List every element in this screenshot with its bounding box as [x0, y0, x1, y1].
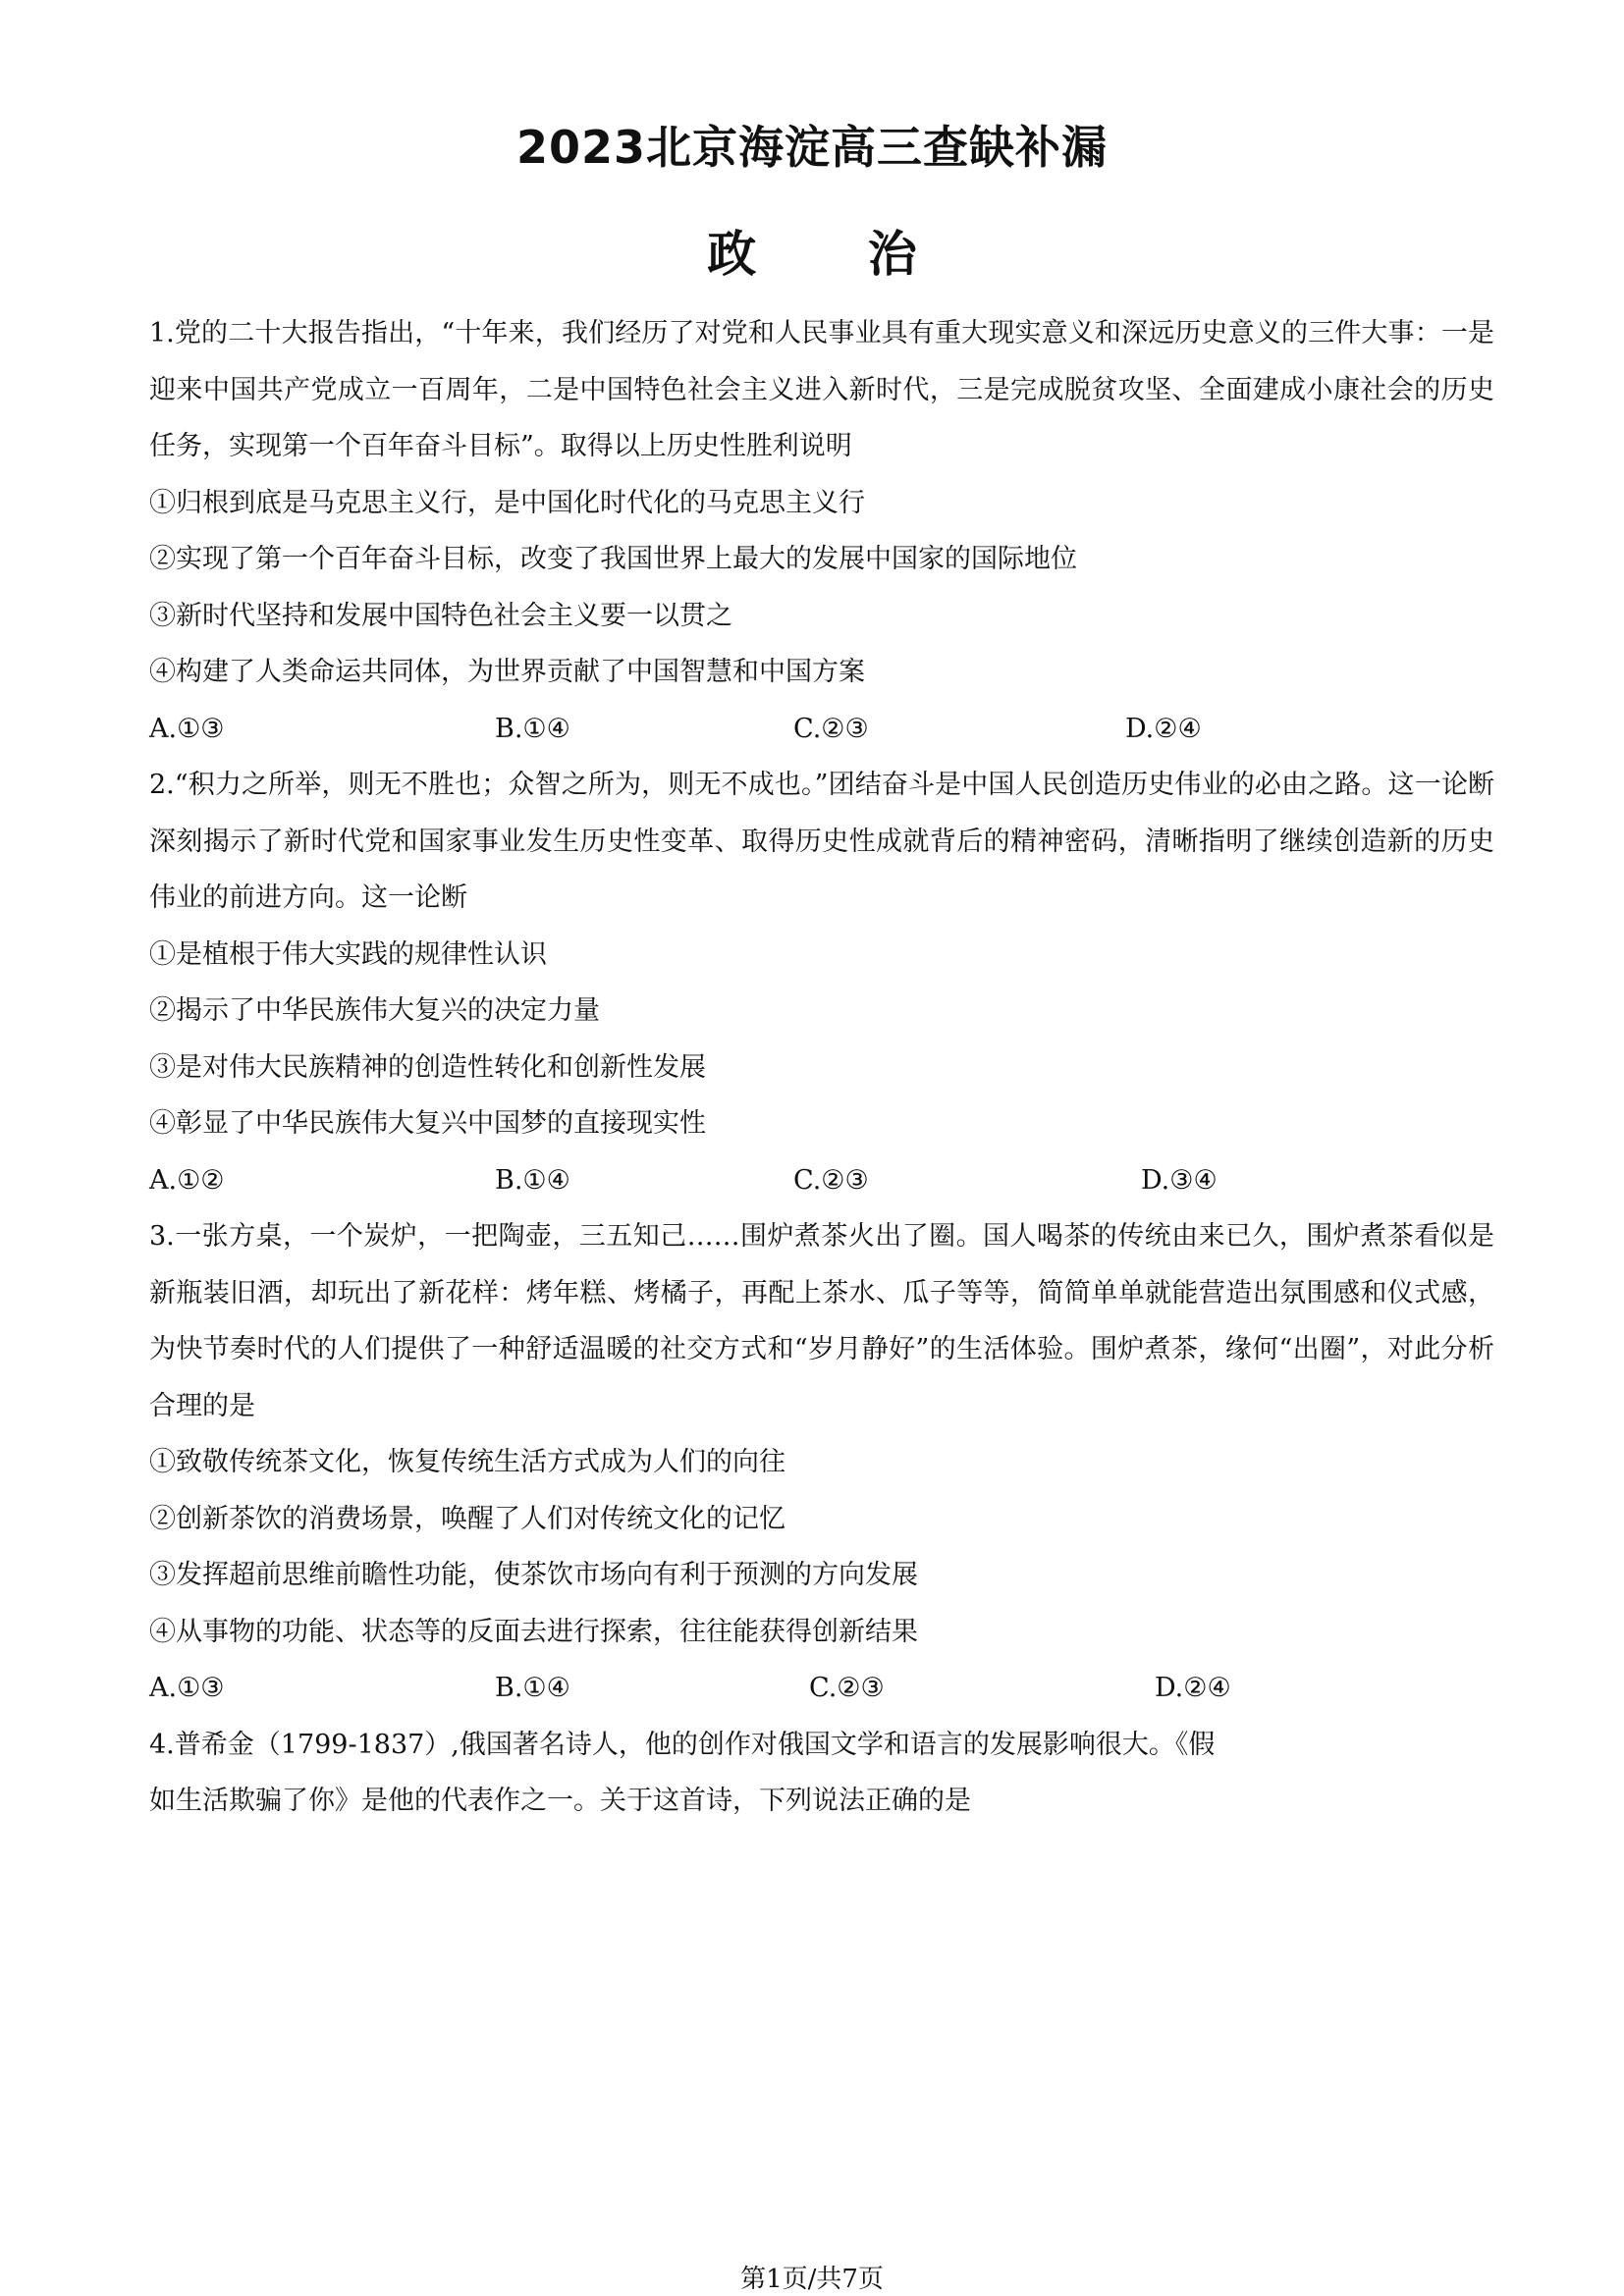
statement-option: ④彰显了中华民族伟大复兴中国梦的直接现实性	[149, 1108, 706, 1139]
statement-option: ②创新茶饮的消费场景，唤醒了人们对传统文化的记忆	[149, 1503, 785, 1534]
statement-option: ④构建了人类命运共同体，为世界贡献了中国智慧和中国方案	[149, 657, 865, 687]
statement-option: ②实现了第一个百年奋斗目标，改变了我国世界上最大的发展中国家的国际地位	[149, 544, 1077, 574]
choice-c: C.②③	[809, 1673, 885, 1703]
statement-option: ④从事物的功能、状态等的反面去进行探索，往往能获得创新结果	[149, 1616, 918, 1647]
question-4	[149, 1717, 1494, 1830]
answer-choices: A.①③ B.①④ C.②③ D.②④	[149, 701, 1494, 758]
choice-b: B.①④	[495, 1164, 570, 1196]
statement-option: ③是对伟大民族精神的创造性转化和创新性发展	[149, 1051, 706, 1083]
statement-option: ③新时代坚持和发展中国特色社会主义要一以贯之	[149, 600, 732, 631]
question-stem: 1.党的二十大报告指出，“十年来，我们经历了对党和人民事业具有重大现实意义和深远历史意义的三件大事：一是迎来中国共产党成立一百周年，二是中国特色社会主义进入新时代，三是完成脱贫攻坚、全面建成小康社会的历史任务，实现第一个百年奋斗目标”。取得以上历史性胜利说明	[149, 318, 1494, 461]
answer-choices: A.①③ B.①④ C.②③ D.②④	[149, 1660, 1494, 1717]
choice-a: A.①③	[149, 713, 225, 744]
question-3	[149, 1208, 1494, 1717]
subject-title: 政 治	[707, 226, 917, 283]
choice-b: B.①④	[495, 713, 570, 744]
choice-b: B.①④	[495, 1673, 570, 1703]
statement-option: ①是植根于伟大实践的规律性认识	[149, 938, 547, 970]
statement-option: ②揭示了中华民族伟大复兴的决定力量	[149, 995, 600, 1026]
choice-a: A.①②	[149, 1164, 225, 1196]
question-1	[149, 305, 1494, 757]
choice-a: A.①③	[149, 1673, 225, 1703]
question-stem-line: 4.普希金（1799-1837）,俄国著名诗人，他的创作对俄国文学和语言的发展影响很大。《假	[149, 1729, 1216, 1760]
question-stem: 2.“积力之所举，则无不胜也；众智之所为，则无不成也。”团结奋斗是中国人民创造历史伟业的必由之路。这一论断深刻揭示了新时代党和国家事业发生历史性变革、取得历史性成就背后的精神密码，清晰指明了继续创造新的历史伟业的前进方向。这一论断	[149, 770, 1494, 913]
choice-c: C.②③	[793, 713, 869, 744]
page-number: 第1页/共7页	[740, 2265, 884, 2294]
question-stem: 3.一张方桌，一个炭炉，一把陶壶，三五知己……围炉煮茶火出了圈。国人喝茶的传统由来已久，围炉煮茶看似是新瓶装旧酒，却玩出了新花样：烤年糕、烤橘子，再配上茶水、瓜子等等，简简单单就能营造出氛围感和仪式感，为快节奏时代的人们提供了一种舒适温暖的社交方式和“岁月静好”的生活体验。围炉煮茶，缘何“出圈”，对此分析合理的是	[149, 1221, 1494, 1421]
statement-option: ①归根到底是马克思主义行，是中国化时代化的马克思主义行	[149, 487, 865, 518]
question-list	[149, 305, 1494, 1830]
choice-c: C.②③	[793, 1164, 869, 1196]
question-2	[149, 757, 1494, 1208]
statement-option: ①致敬传统茶文化，恢复传统生活方式成为人们的向往	[149, 1447, 785, 1477]
question-stem-line: 如生活欺骗了你》是他的代表作之一。关于这首诗，下列说法正确的是	[149, 1786, 971, 1816]
statement-option: ③发挥超前思维前瞻性功能，使茶饮市场向有利于预测的方向发展	[149, 1560, 918, 1590]
page-title: 2023北京海淀高三查缺补漏	[515, 121, 1109, 174]
answer-choices: A.①② B.①④ C.②③ D.③④	[149, 1152, 1494, 1209]
